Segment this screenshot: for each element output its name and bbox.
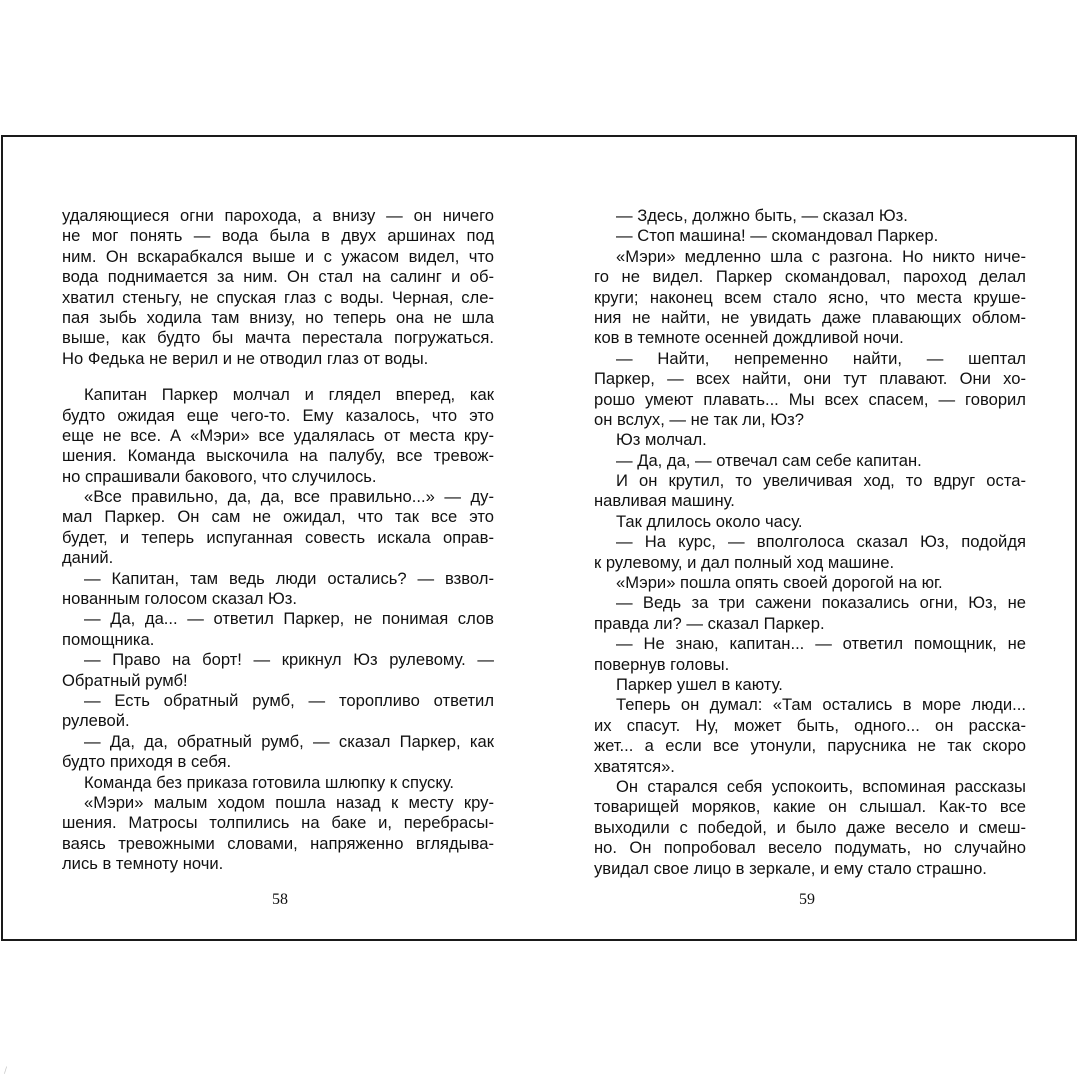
paragraph xyxy=(594,206,1026,226)
paragraph xyxy=(594,247,1026,349)
text-line: — Да, да... — ответил Паркер, не понимая слов xyxy=(84,609,494,629)
text-line: — Стоп машина! — скомандовал Паркер. xyxy=(616,226,939,246)
text-line: — Найти, непременно найти, — шептал xyxy=(616,348,1026,368)
paragraph xyxy=(594,451,1026,471)
text-line: Команда без приказа готовила шлюпку к спуску. xyxy=(84,772,455,792)
text-line: го не видел. Паркер скомандовал, пароход делал xyxy=(594,267,1026,287)
corner-mark: / xyxy=(4,1066,8,1076)
text-line: Обратный румб! xyxy=(62,670,188,690)
paragraph xyxy=(62,793,494,875)
text-line: — Ведь за три сажени показались огни, Юз, не xyxy=(616,593,1026,613)
paragraph-gap xyxy=(62,369,494,385)
text-line: Но Федька не верил и не отводил глаз от воды. xyxy=(62,348,429,368)
text-line: мал Паркер. Он сам не ожидал, что так все это xyxy=(62,507,494,527)
text-line: правда ли? — сказал Паркер. xyxy=(594,613,825,633)
text-line: — Право на борт! — крикнул Юз рулевому. — xyxy=(84,650,494,670)
text-line: — На курс, — вполголоса сказал Юз, подойдя xyxy=(616,532,1026,552)
text-line: повернув головы. xyxy=(594,654,730,674)
text-line: ков в темноте осенней дождливой ночи. xyxy=(594,328,904,348)
text-line: нованным голосом сказал Юз. xyxy=(62,589,297,609)
paragraph xyxy=(62,732,494,773)
text-line: Паркер ушел в каюту. xyxy=(616,674,783,694)
text-line: Юз молчал. xyxy=(616,430,707,450)
text-line: но. Он попробовал весело подумать, но случайно xyxy=(594,838,1026,858)
text-line: удаляющиеся огни парохода, а внизу — он ничего xyxy=(62,206,494,225)
text-line: — Да, да, обратный румб, — сказал Паркер, как xyxy=(84,731,494,751)
paragraph xyxy=(62,385,494,487)
text-line: жет... а если все утонули, парусника не так скоро xyxy=(594,736,1026,756)
paragraph xyxy=(594,349,1026,431)
text-line: Так длилось около часу. xyxy=(616,511,803,531)
text-line: не мог понять — вода была в двух аршинах под xyxy=(62,226,494,246)
text-line: «Мэри» медленно шла с разгона. Но никто ниче- xyxy=(616,246,1026,266)
text-line: их спасут. Ну, может быть, одного... он расска- xyxy=(594,715,1026,735)
text-line: увидал свое лицо в зеркале, и ему стало страшно. xyxy=(594,858,987,878)
text-line: товарищей моряков, какие он слышал. Как-то все xyxy=(594,797,1026,817)
text-line: Капитан Паркер молчал и глядел вперед, как xyxy=(84,385,494,405)
book-spread xyxy=(1,135,1077,941)
text-line: рошо умеют плавать... Мы всех спасем, — говорил xyxy=(594,389,1026,409)
page-number-right: 59 xyxy=(799,891,815,908)
paragraph xyxy=(62,691,494,732)
text-line: даний. xyxy=(62,548,114,568)
text-line: Теперь он думал: «Там остались в море люди... xyxy=(616,695,1026,715)
text-line: ния не найти, не увидать даже плавающих облом- xyxy=(594,307,1026,327)
paragraph xyxy=(594,471,1026,512)
paragraph xyxy=(594,675,1026,695)
paragraph xyxy=(62,487,494,569)
text-line: пая зыбь ходила там внизу, но теперь она не шла xyxy=(62,307,494,327)
text-line: ним. Он вскарабкался выше и с ужасом видел, что xyxy=(62,246,494,266)
text-line: — Есть обратный румб, — торопливо ответил xyxy=(84,690,494,710)
paragraph xyxy=(594,532,1026,573)
text-line: ваясь тревожными словами, напряженно вглядыва- xyxy=(62,833,494,853)
paragraph xyxy=(594,634,1026,675)
paragraph xyxy=(62,206,494,369)
text-line: «Все правильно, да, да, все правильно...» — ду- xyxy=(84,487,494,507)
text-line: И он крутил, то увеличивая ход, то вдруг оста- xyxy=(616,471,1026,491)
right-page xyxy=(594,206,1026,879)
text-line: помощника. xyxy=(62,629,155,649)
paragraph xyxy=(594,593,1026,634)
text-line: лись в темноту ночи. xyxy=(62,854,224,874)
text-line: «Мэри» малым ходом пошла назад к месту кру- xyxy=(84,792,494,812)
text-line: Он старался себя успокоить, вспоминая рассказы xyxy=(616,776,1026,796)
paragraph xyxy=(594,430,1026,450)
text-line: — Капитан, там ведь люди остались? — взвол- xyxy=(84,568,494,588)
text-line: он вслух, — не так ли, Юз? xyxy=(594,409,804,429)
text-line: — Здесь, должно быть, — сказал Юз. xyxy=(616,206,908,225)
text-line: вода поднимается за ним. Он стал на салинг и об- xyxy=(62,267,494,287)
paragraph xyxy=(62,650,494,691)
text-line: к рулевому, и дал полный ход машине. xyxy=(594,552,895,572)
paragraph xyxy=(594,512,1026,532)
text-line: хватятся». xyxy=(594,756,675,776)
paragraph xyxy=(594,573,1026,593)
paragraph xyxy=(62,569,494,610)
paragraph xyxy=(594,695,1026,777)
text-line: Паркер, — всех найти, они тут плавают. Они хо- xyxy=(594,369,1026,389)
paragraph xyxy=(594,777,1026,879)
text-line: круги; наконец всем стало ясно, что места круше- xyxy=(594,287,1026,307)
text-line: хватил стеньгу, не спуская глаз с воды. Черная, сле- xyxy=(62,287,494,307)
text-line: будет, и теперь испуганная совесть искала оправ- xyxy=(62,527,494,547)
left-page xyxy=(62,206,494,875)
paragraph xyxy=(62,609,494,650)
text-line: шения. Команда выскочила на палубу, все тревож- xyxy=(62,446,494,466)
text-line: шения. Матросы толпились на баке и, перебрасы- xyxy=(62,813,494,833)
page-number-left: 58 xyxy=(272,891,288,908)
text-line: выше, как будто бы мачта перестала погружаться. xyxy=(62,328,494,348)
text-line: будто ожидая еще чего-то. Ему казалось, что это xyxy=(62,405,494,425)
text-line: но спрашивали бакового, что случилось. xyxy=(62,466,377,486)
text-line: будто приходя в себя. xyxy=(62,752,232,772)
text-line: «Мэри» пошла опять своей дорогой на юг. xyxy=(616,573,943,593)
text-line: выходили с победой, и было даже весело и смеш- xyxy=(594,817,1026,837)
text-line: рулевой. xyxy=(62,711,130,731)
text-line: еще не все. А «Мэри» все удалялась от места кру- xyxy=(62,425,494,445)
text-line: навливая машину. xyxy=(594,491,735,511)
text-line: — Не знаю, капитан... — ответил помощник, не xyxy=(616,634,1026,654)
paragraph xyxy=(594,226,1026,246)
text-line: — Да, да, — отвечал сам себе капитан. xyxy=(616,450,922,470)
paragraph xyxy=(62,773,494,793)
